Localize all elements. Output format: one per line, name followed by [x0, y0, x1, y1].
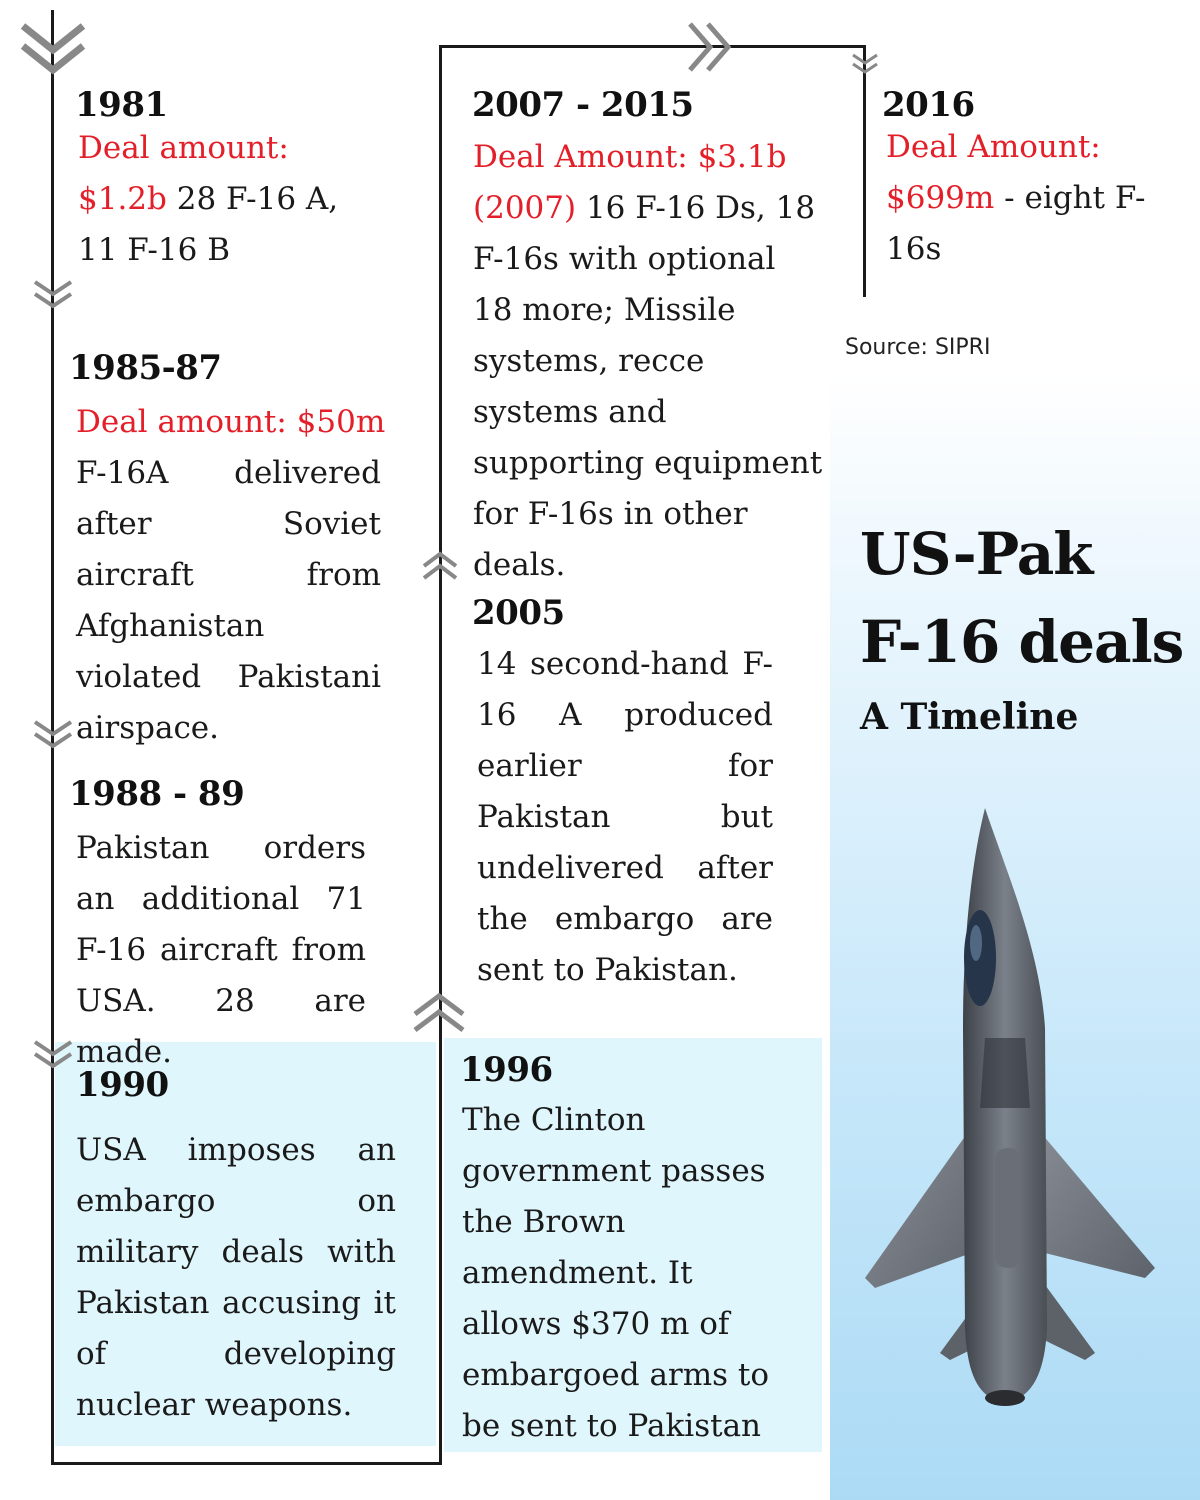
chevron-up-icon — [420, 548, 460, 582]
event-2007-text — [473, 132, 823, 591]
deal-label: Deal Amount: — [886, 129, 1101, 165]
timeline-line-bottom — [51, 1462, 442, 1465]
chevron-down-icon — [31, 1038, 75, 1074]
event-1981-text — [78, 123, 378, 276]
deal-label: Deal amount: $50m — [76, 404, 386, 440]
chevron-down-icon — [31, 278, 75, 314]
year-1996: 1996 — [460, 1050, 553, 1090]
chevron-right-icon — [686, 20, 736, 74]
year-2016: 2016 — [882, 85, 975, 125]
deal-details: 16 F-16 Ds, 18 F-16s with optional 18 more; Missile systems, recce systems and supporting equipment for F-16s in other deals. — [473, 190, 823, 583]
event-1996-details: The Clinton government passes the Brown amendment. It allows $370 m of embargoed arms to be sent to Pakistan — [462, 1102, 770, 1444]
event-2016-text — [886, 122, 1156, 275]
event-1990-details: USA imposes an embargo on military deals with Pakistan accusing it of developing nuclear weapons. — [76, 1132, 396, 1423]
event-1988-details: Pakistan orders an additional 71 F-16 aircraft from USA. 28 are made. — [76, 830, 366, 1070]
deal-amount: $699m — [886, 180, 995, 216]
year-2005: 2005 — [472, 593, 565, 633]
source-label: Source: SIPRI — [845, 335, 991, 360]
year-1990: 1990 — [76, 1065, 169, 1105]
deal-label: Deal amount: — [78, 130, 289, 166]
year-1985-87: 1985-87 — [69, 348, 222, 388]
timeline-line-top — [439, 45, 866, 48]
chevron-up-icon — [410, 990, 468, 1036]
year-1988-89: 1988 - 89 — [69, 774, 245, 814]
f16-jet-illustration — [845, 808, 1195, 1408]
timeline-line-right — [863, 45, 866, 297]
event-2005-details: 14 second-hand F-16 A produced earlier for Pakistan but undelivered after the embargo are sent to Pakistan. — [477, 646, 773, 988]
year-1981: 1981 — [75, 85, 168, 125]
deal-details: - eight F-16s — [886, 180, 1146, 267]
event-1985-details: F-16A delivered after Soviet aircraft from Afghanistan violated Pakistani airspace. — [76, 455, 381, 746]
page-title-line2: F-16 deals — [860, 608, 1184, 676]
deal-amount: $1.2b — [78, 181, 167, 217]
page-title-line1: US-Pak — [860, 520, 1093, 588]
chevron-down-icon — [850, 52, 880, 78]
page-subtitle: A Timeline — [860, 696, 1079, 738]
year-2007-2015: 2007 - 2015 — [472, 85, 694, 125]
deal-details: 28 F-16 A, 11 F-16 B — [78, 181, 339, 268]
chevron-down-icon — [17, 20, 89, 80]
timeline-line-middle — [439, 45, 442, 1465]
deal-label: Deal Amount: $3.1b (2007) — [473, 139, 787, 226]
chevron-down-icon — [31, 718, 75, 754]
